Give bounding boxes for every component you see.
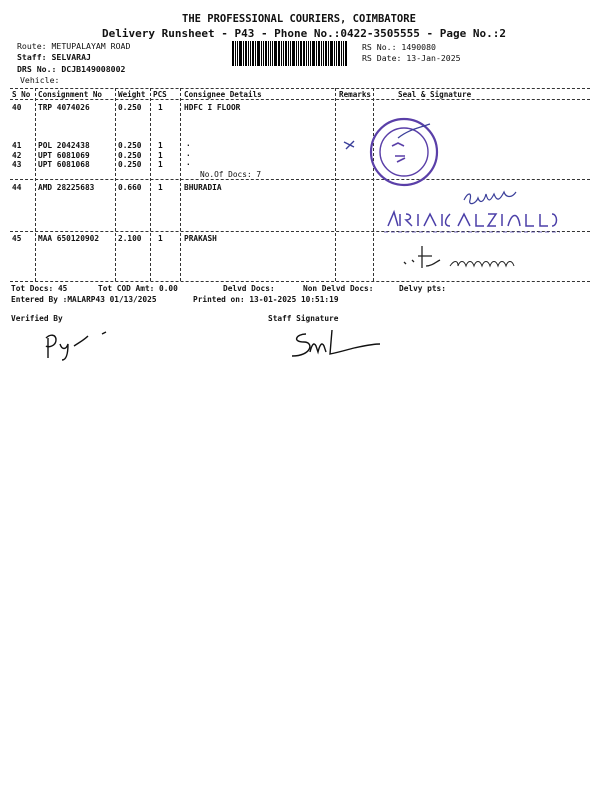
staff-signature-label: Staff Signature — [268, 314, 339, 323]
row-consignee: . — [186, 149, 191, 158]
row-consignment: POL 2042438 — [38, 141, 90, 150]
receiver-signature — [396, 240, 530, 276]
table-top-rule — [10, 88, 590, 89]
verified-by-label: Verified By — [11, 314, 63, 323]
route-text: Route: METUPALAYAM ROAD — [17, 41, 131, 51]
row-consignee: BHURADIA — [184, 183, 222, 192]
row-consignment: UPT 6081069 — [38, 151, 90, 160]
col-header-consignee: Consignee Details — [184, 90, 262, 99]
row-consignment: UPT 6081068 — [38, 160, 90, 169]
row-sno: 44 — [12, 183, 22, 192]
total-cod-amount: Tot COD Amt: 0.00 — [98, 284, 178, 293]
row-consignment: TRP 4074026 — [38, 103, 90, 112]
vehicle-text: Vehicle: — [20, 75, 60, 85]
row-consignee: . — [186, 158, 191, 167]
row-weight: 0.250 — [118, 103, 142, 112]
col-header-consignment: Consignment No — [38, 90, 103, 99]
row-consignee: PRAKASH — [184, 234, 217, 243]
row-weight: 0.250 — [118, 151, 142, 160]
rs-date: RS Date: 13-Jan-2025 — [362, 53, 461, 63]
staff-text: Staff: SELVARAJ — [17, 52, 91, 62]
col-header-sno: S No — [12, 90, 31, 99]
row-consignee: . — [186, 139, 191, 148]
row-pcs: 1 — [158, 183, 163, 192]
received-stamp — [340, 112, 450, 192]
row-weight: 0.250 — [118, 141, 142, 150]
col-header-weight: Weight — [118, 90, 146, 99]
row-sno: 43 — [12, 160, 22, 169]
table-bottom-rule — [10, 281, 590, 282]
col-header-remarks: Remarks — [339, 90, 372, 99]
entered-by: Entered By :MALARP43 01/13/2025 — [11, 295, 157, 304]
row-pcs: 1 — [158, 151, 163, 160]
row-sno: 40 — [12, 103, 22, 112]
non-delivered-docs: Non Delvd Docs: — [303, 284, 374, 293]
row-weight: 0.660 — [118, 183, 142, 192]
row-pcs: 1 — [158, 234, 163, 243]
col-divider — [180, 88, 181, 281]
rs-number: RS No.: 1490080 — [362, 42, 436, 52]
company-name: THE PROFESSIONAL COURIERS, COIMBATORE — [182, 13, 416, 25]
col-divider — [150, 88, 151, 281]
row-consignee: HDFC I FLOOR — [184, 103, 241, 112]
row-weight: 0.250 — [118, 160, 142, 169]
row-sno: 42 — [12, 151, 22, 160]
delivery-points: Delvy pts: — [399, 284, 446, 293]
row-weight: 2.100 — [118, 234, 142, 243]
runsheet-title: Delivery Runsheet - P43 - Phone No.:0422-3505555 - Page No.:2 — [102, 27, 506, 40]
docs-count: No.Of Docs: 7 — [200, 170, 262, 179]
drs-number: DRS No.: DCJB149008002 — [17, 64, 126, 74]
row-pcs: 1 — [158, 141, 163, 150]
staff-signature-mark — [288, 326, 388, 362]
barcode — [232, 41, 356, 66]
printed-on: Printed on: 13-01-2025 10:51:19 — [193, 295, 339, 304]
total-docs: Tot Docs: 45 — [11, 284, 68, 293]
row-consignment: MAA 650120902 — [38, 234, 100, 243]
col-divider — [115, 88, 116, 281]
col-divider — [335, 88, 336, 281]
table-header-rule — [10, 99, 590, 100]
col-divider — [35, 88, 36, 281]
agency-stamp-writing — [384, 206, 564, 234]
row-pcs: 1 — [158, 103, 163, 112]
row-consignment: AMD 28225683 — [38, 183, 95, 192]
delivered-docs: Delvd Docs: — [223, 284, 275, 293]
col-header-seal-signature: Seal & Signature — [398, 90, 472, 99]
verifier-signature — [40, 328, 120, 362]
row-sno: 41 — [12, 141, 22, 150]
row-divider — [10, 179, 590, 180]
row-pcs: 1 — [158, 160, 163, 169]
col-header-pcs: PCS — [153, 90, 167, 99]
row-sno: 45 — [12, 234, 22, 243]
